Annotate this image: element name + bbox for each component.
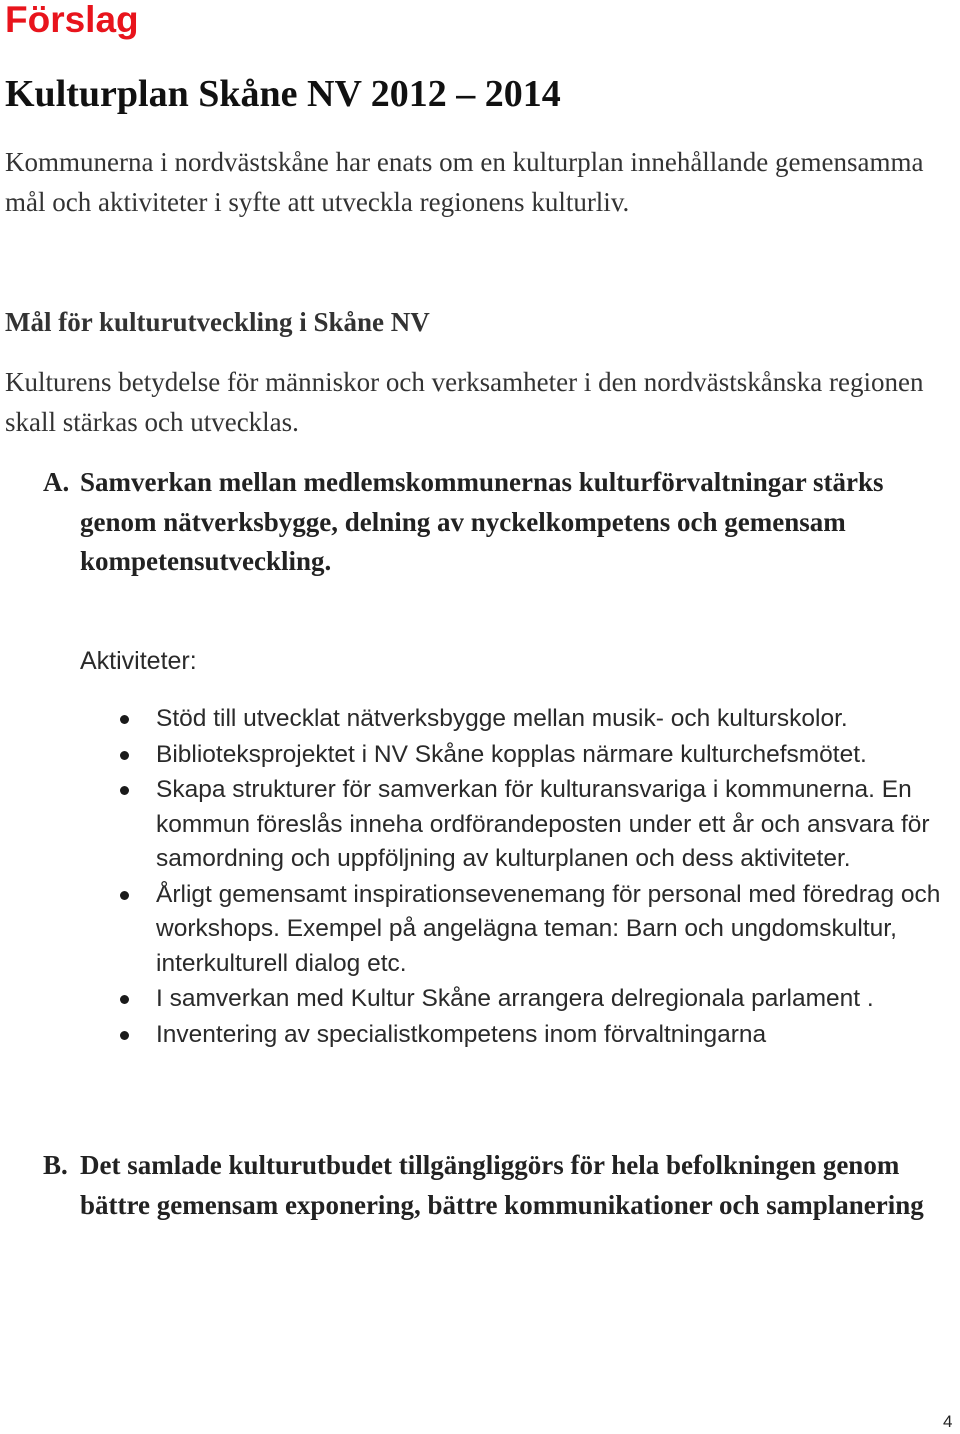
list-item bbox=[80, 702, 950, 737]
section-a bbox=[43, 463, 958, 582]
page-number: 4 bbox=[943, 1412, 953, 1431]
list-item-text: I samverkan med Kultur Skåne arrangera delregionala parlament . bbox=[156, 985, 874, 1012]
bullet-icon bbox=[120, 891, 129, 900]
list-item-text: Inventering av specialistkompetens inom förvaltningarna bbox=[156, 1020, 767, 1048]
section-a-text: Samverkan mellan medlemskommunernas kulturförvaltningar stärks genom nätverksbygge, delning av nyckelkompetens och gemensam kompetensutveckling. bbox=[80, 467, 884, 576]
bullet-icon bbox=[120, 715, 129, 724]
bullet-icon bbox=[120, 751, 129, 760]
activities-list bbox=[80, 702, 950, 1052]
goal-paragraph: Kulturens betydelse för människor och verksamheter i den nordvästskånska regionen skall stärkas och utvecklas. bbox=[5, 367, 924, 437]
list-item bbox=[80, 773, 950, 877]
intro-paragraph: Kommunerna i nordvästskåne har enats om en kulturplan innehållande gemensamma mål och aktiviteter i syfte att utveckla regionens kulturliv. bbox=[5, 147, 924, 217]
goal-heading: Mål för kulturutveckling i Skåne NV bbox=[5, 307, 430, 337]
list-item-text: Stöd till utvecklat nätverksbygge mellan musik- och kulturskolor. bbox=[156, 705, 848, 732]
list-item-text: Årligt gemensamt inspirationsevenemang för personal med föredrag och workshops. Exempel på angelägna teman: Barn och ungdomskultur, interkulturell dialog etc. bbox=[156, 880, 941, 977]
activities-label: Aktiviteter: bbox=[80, 647, 197, 675]
list-item bbox=[80, 982, 950, 1017]
list-item-text: Biblioteksprojektet i NV Skåne kopplas närmare kulturchefsmötet. bbox=[156, 740, 867, 768]
section-b bbox=[43, 1146, 958, 1225]
list-item bbox=[80, 738, 950, 773]
list-item bbox=[80, 878, 950, 982]
bullet-icon bbox=[120, 1031, 129, 1040]
list-item-text: Skapa strukturer för samverkan för kulturansvariga i kommunerna. En kommun föreslås inneha ordförandeposten under ett år och ansvara för samordning och uppföljning av kulturplanen och dess aktiviteter. bbox=[156, 776, 930, 872]
bullet-icon bbox=[120, 786, 129, 795]
section-b-text: Det samlade kulturutbudet tillgängliggörs för hela befolkningen genom bättre gemensam exponering, bättre kommunikationer och samplanering bbox=[80, 1150, 924, 1220]
section-b-letter: B. bbox=[43, 1150, 68, 1180]
document-title: Kulturplan Skåne NV 2012 – 2014 bbox=[5, 73, 561, 115]
document-label: Förslag bbox=[5, 0, 139, 40]
bullet-icon bbox=[120, 995, 129, 1004]
section-a-letter: A. bbox=[43, 467, 70, 497]
list-item bbox=[80, 1018, 950, 1053]
